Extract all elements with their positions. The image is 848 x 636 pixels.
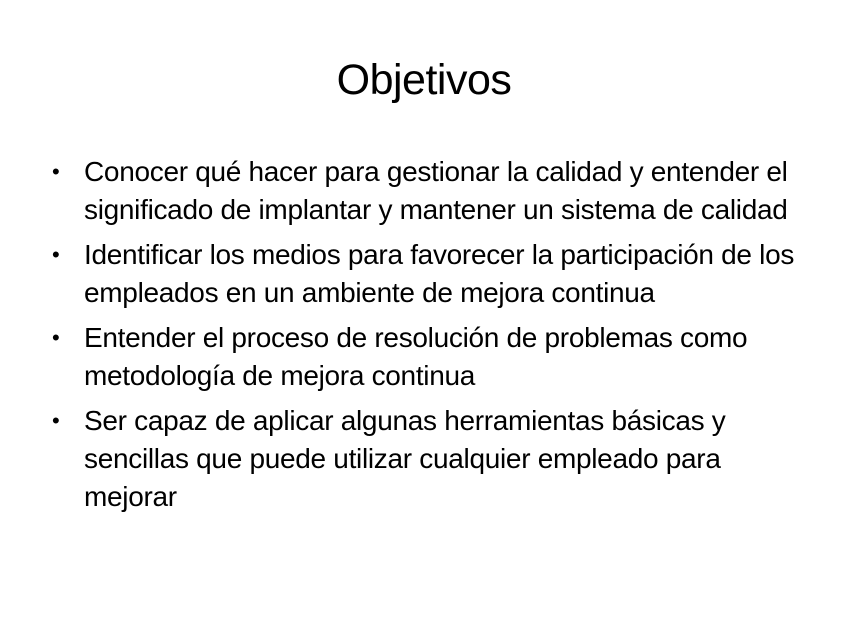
bullet-icon: • — [52, 242, 60, 267]
bullet-text: Entender el proceso de resolución de problemas como metodología de mejora continua — [84, 322, 748, 391]
bullet-item — [46, 402, 816, 516]
bullet-text: Conocer qué hacer para gestionar la calidad y entender el significado de implantar y mantener un sistema de calidad — [84, 156, 788, 225]
bullet-item — [46, 236, 816, 312]
bullet-text: Identificar los medios para favorecer la participación de los empleados en un ambiente de mejora continua — [84, 239, 795, 308]
bullet-list — [46, 153, 816, 523]
bullet-icon: • — [52, 325, 60, 350]
bullet-text: Ser capaz de aplicar algunas herramientas básicas y sencillas que puede utilizar cualquier empleado para mejorar — [84, 405, 726, 512]
bullet-icon: • — [52, 408, 60, 433]
slide-title: Objetivos — [336, 56, 512, 104]
bullet-item — [46, 319, 816, 395]
bullet-icon: • — [52, 159, 60, 184]
bullet-item — [46, 153, 816, 229]
